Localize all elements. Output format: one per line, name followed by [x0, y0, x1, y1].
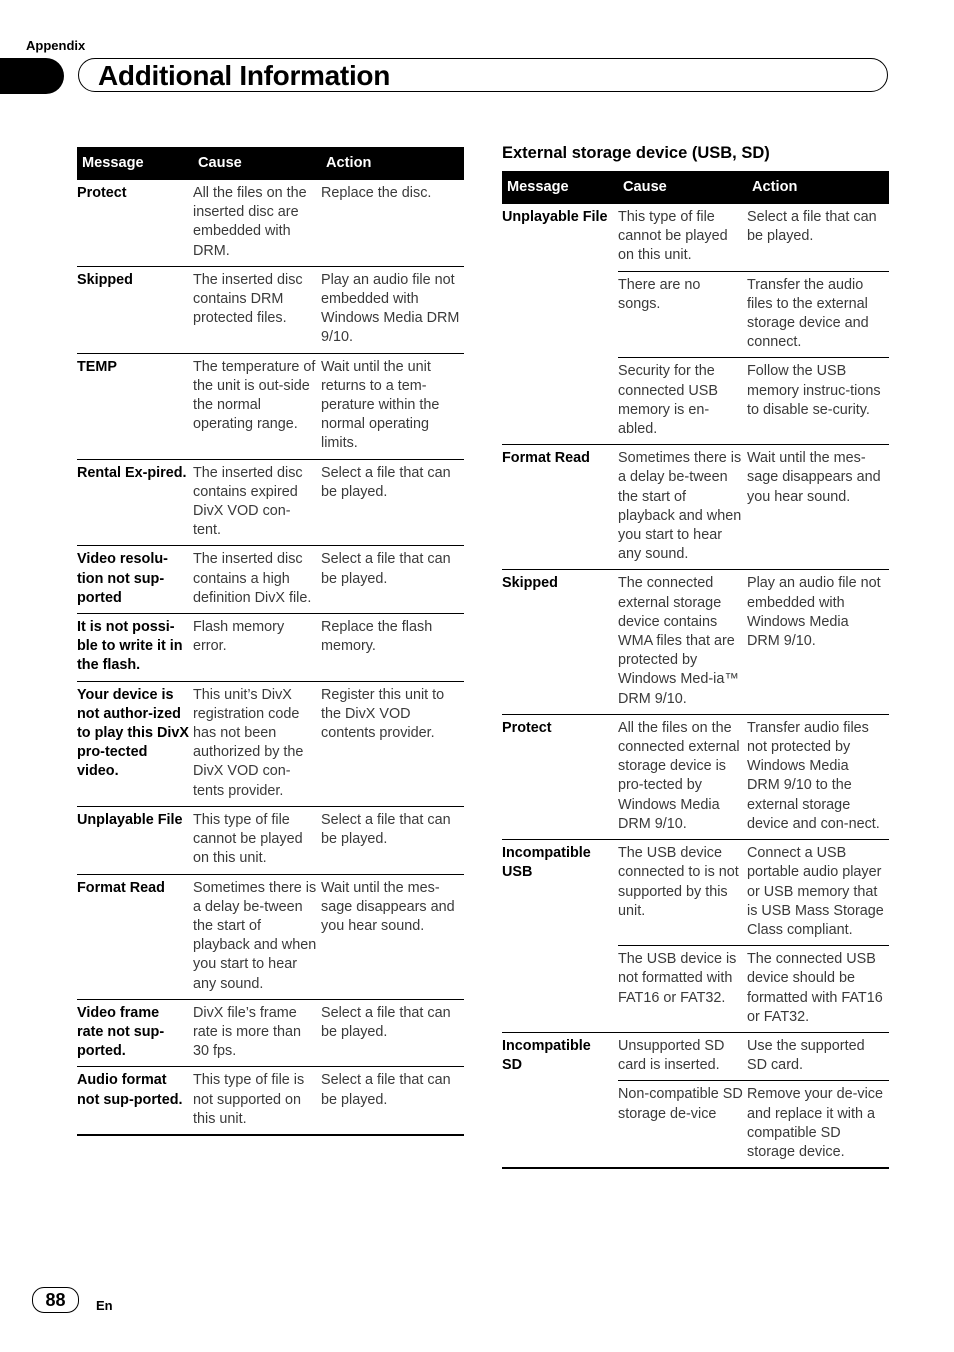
action-cell: Transfer audio files not protected by Windows Media DRM 9/10 to the external storage device and con-nect. — [747, 714, 889, 839]
action-cell: Wait until the mes-sage disappears and you hear sound. — [747, 445, 889, 570]
action-cell: Replace the flash memory. — [321, 614, 464, 682]
table-header-row — [502, 171, 889, 204]
cause-cell: This type of file cannot be played on this unit. — [618, 204, 747, 271]
cause-cell: All the files on the inserted disc are embedded with DRM. — [193, 180, 321, 266]
message-cell: Video frame rate not sup-ported. — [77, 999, 193, 1067]
cause-cell: This type of file is not supported on this unit. — [193, 1067, 321, 1135]
cause-cell: The USB device connected to is not supported by this unit. — [618, 840, 747, 946]
message-cell — [502, 358, 618, 445]
action-cell: Transfer the audio files to the external storage device and connect. — [747, 271, 889, 358]
action-cell: Wait until the mes-sage disappears and you hear sound. — [321, 874, 464, 999]
action-cell: Select a file that can be played. — [321, 1067, 464, 1135]
message-cell — [502, 271, 618, 358]
table-row — [77, 806, 464, 874]
table-row — [502, 946, 889, 1033]
cause-cell: Sometimes there is a delay be-tween the start of playback and when you start to hear any sound. — [193, 874, 321, 999]
column-header-cause: Cause — [618, 171, 747, 204]
table-row — [502, 1032, 889, 1080]
action-cell: Remove your de-vice and replace it with a compatible SD storage device. — [747, 1081, 889, 1168]
message-cell: Skipped — [77, 266, 193, 353]
table-row — [502, 714, 889, 839]
message-cell: Format Read — [77, 874, 193, 999]
message-cell: Unplayable File — [502, 209, 608, 225]
cause-cell: DivX file’s frame rate is more than 30 fps. — [193, 999, 321, 1067]
table-row — [77, 614, 464, 682]
title-banner — [78, 58, 888, 92]
column-header-action: Action — [747, 171, 889, 204]
message-cell: Your device is not author-ized to play this DivX pro-tected video. — [77, 681, 193, 806]
page-number: 88 — [32, 1287, 79, 1313]
messages-table-external-storage — [502, 171, 889, 1169]
message-cell: Incompatible USB — [502, 845, 591, 881]
action-cell: Select a file that can be played. — [321, 459, 464, 546]
message-cell: Incompatible SD — [502, 1037, 591, 1074]
cause-cell: There are no songs. — [618, 271, 747, 358]
table-row — [502, 204, 889, 271]
action-cell: Wait until the unit returns to a tem-perature within the normal operating limits. — [321, 353, 464, 459]
column-header-message: Message — [502, 171, 618, 204]
message-cell: Protect — [502, 714, 618, 839]
cause-cell: Flash memory error. — [193, 614, 321, 682]
action-cell: Select a file that can be played. — [321, 806, 464, 874]
column-header-cause: Cause — [193, 147, 321, 180]
cause-cell: All the files on the connected external storage device is pro-tected by Windows Media DRM 9/10. — [618, 714, 747, 839]
message-cell: Audio format not sup-ported. — [77, 1067, 193, 1135]
language-code: En — [96, 1298, 113, 1313]
table-row — [77, 353, 464, 459]
table-row — [77, 874, 464, 999]
table-row — [77, 180, 464, 266]
action-cell: Select a file that can be played. — [321, 546, 464, 614]
action-cell: Connect a USB portable audio player or USB memory that is USB Mass Storage Class compliant. — [747, 840, 889, 946]
table-header-row — [77, 147, 464, 180]
cause-cell: The inserted disc contains expired DivX VOD con-tent. — [193, 459, 321, 546]
cause-cell: The inserted disc contains DRM protected files. — [193, 266, 321, 353]
action-cell: Play an audio file not embedded with Windows Media DRM 9/10. — [747, 570, 889, 714]
cause-cell: Unsupported SD card is inserted. — [618, 1032, 747, 1080]
message-cell: Unplayable File — [77, 806, 193, 874]
table-row — [502, 271, 889, 358]
action-cell: Use the supported SD card. — [747, 1032, 889, 1080]
action-cell: Play an audio file not embedded with Windows Media DRM 9/10. — [321, 266, 464, 353]
action-cell: The connected USB device should be formatted with FAT16 or FAT32. — [747, 946, 889, 1033]
message-cell: Protect — [77, 180, 193, 266]
section-heading-external-storage: External storage device (USB, SD) — [502, 144, 770, 162]
table-row — [502, 358, 889, 445]
table-row — [502, 1081, 889, 1168]
action-cell: Select a file that can be played. — [321, 999, 464, 1067]
cause-cell: Non-compatible SD storage de-vice — [618, 1081, 747, 1168]
cause-cell: The inserted disc contains a high definition DivX file. — [193, 546, 321, 614]
table-row — [77, 1067, 464, 1135]
table-row — [77, 546, 464, 614]
action-cell: Select a file that can be played. — [747, 204, 889, 271]
column-header-message: Message — [77, 147, 193, 180]
table-row — [77, 459, 464, 546]
message-cell — [502, 1081, 618, 1168]
section-tab-marker — [0, 58, 64, 94]
message-cell: Skipped — [502, 570, 618, 714]
cause-cell: This unit’s DivX registration code has not been authorized by the DivX VOD con-tents provider. — [193, 681, 321, 806]
message-cell: It is not possi-ble to write it in the flash. — [77, 614, 193, 682]
table-row — [502, 570, 889, 714]
action-cell: Replace the disc. — [321, 180, 464, 266]
cause-cell: The connected external storage device contains WMA files that are protected by Windows Med-ia™ DRM 9/10. — [618, 570, 747, 714]
cause-cell: This type of file cannot be played on this unit. — [193, 806, 321, 874]
messages-table-disc — [77, 147, 464, 1136]
cause-cell: Security for the connected USB memory is en-abled. — [618, 358, 747, 445]
cause-cell: The temperature of the unit is out-side the normal operating range. — [193, 353, 321, 459]
table-row — [502, 445, 889, 570]
message-cell: Rental Ex-pired. — [77, 459, 193, 546]
table-row — [77, 266, 464, 353]
table-row — [77, 999, 464, 1067]
action-cell: Follow the USB memory instruc-tions to disable se-curity. — [747, 358, 889, 445]
message-cell — [502, 946, 618, 1033]
cause-cell: Sometimes there is a delay be-tween the start of playback and when you start to hear any sound. — [618, 445, 747, 570]
message-cell: Format Read — [502, 445, 618, 570]
table-row — [502, 840, 889, 946]
message-cell: TEMP — [77, 353, 193, 459]
section-label: Appendix — [26, 38, 86, 53]
cause-cell: The USB device is not formatted with FAT16 or FAT32. — [618, 946, 747, 1033]
table-row — [77, 681, 464, 806]
message-cell: Video resolu-tion not sup-ported — [77, 546, 193, 614]
action-cell: Register this unit to the DivX VOD contents provider. — [321, 681, 464, 806]
column-header-action: Action — [321, 147, 464, 180]
page-title: Additional Information — [98, 60, 391, 91]
